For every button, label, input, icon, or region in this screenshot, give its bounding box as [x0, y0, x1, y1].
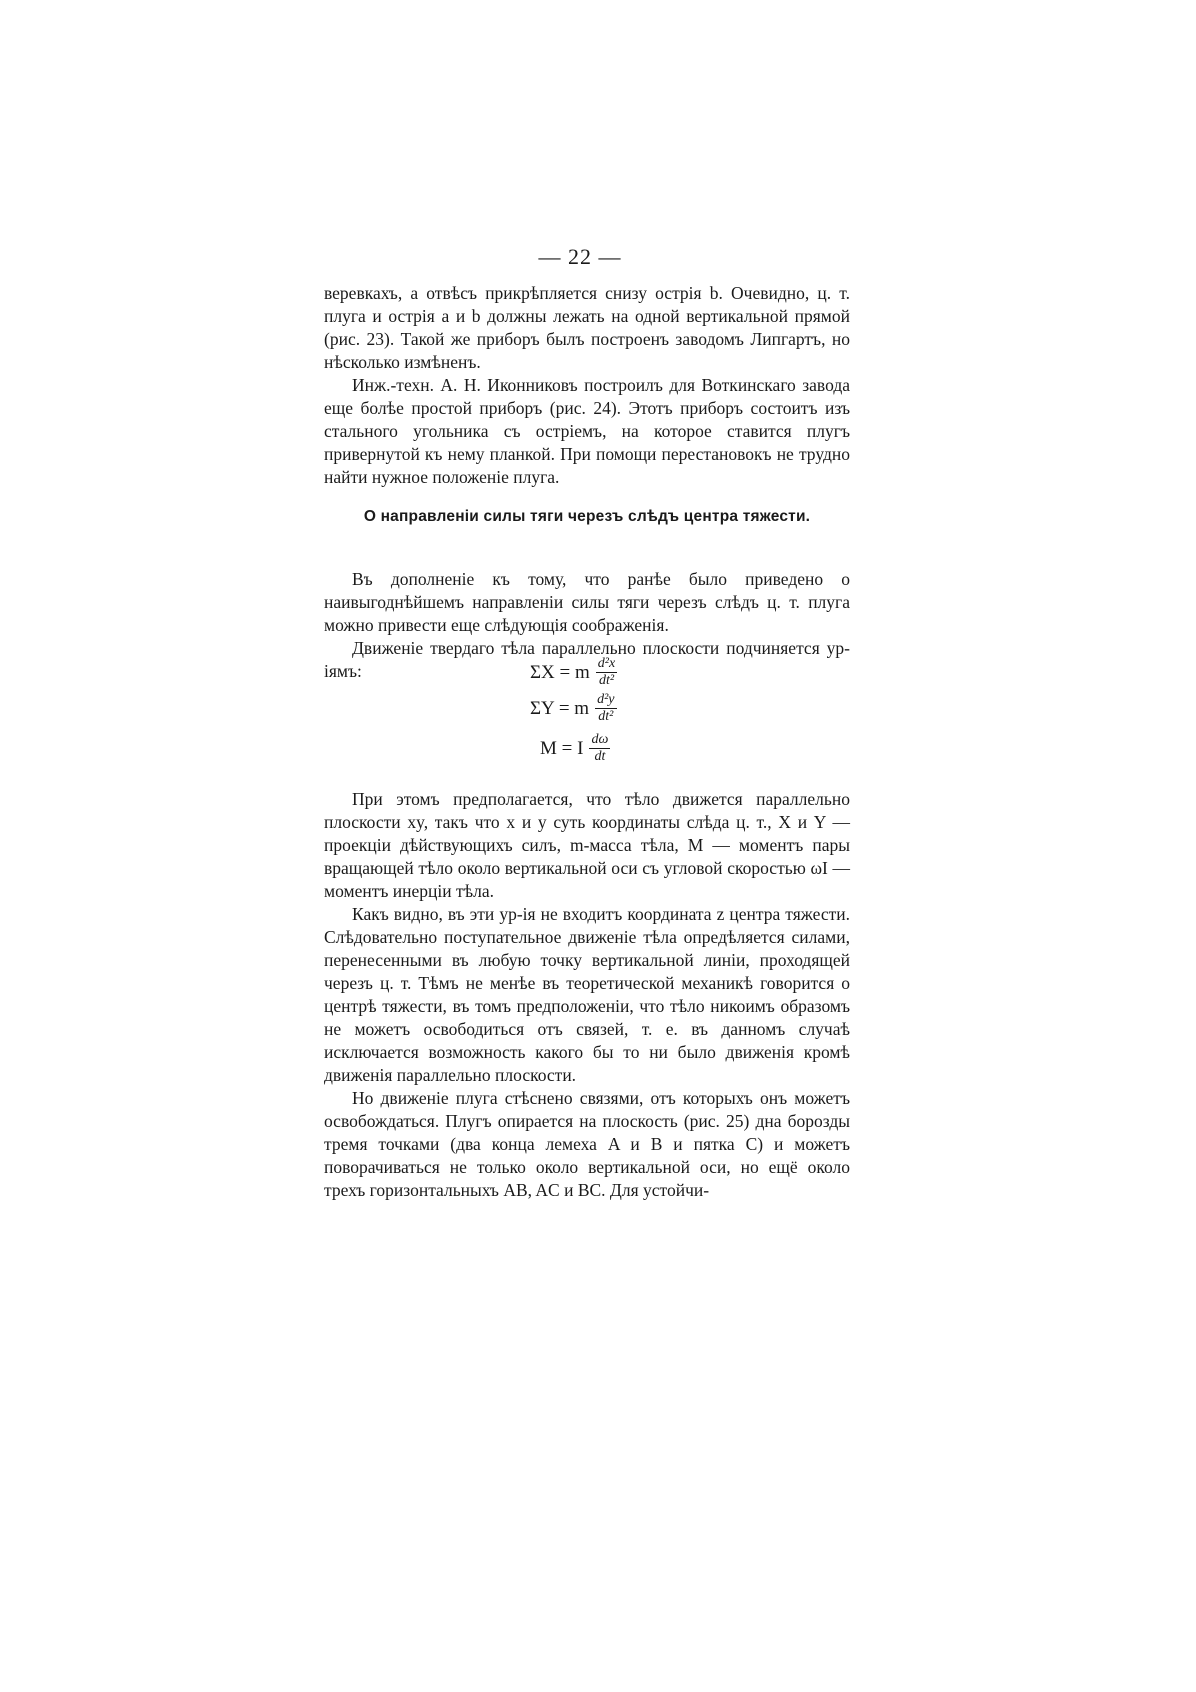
equation-lhs: ΣY = m: [530, 697, 590, 719]
fraction-denominator: dt²: [598, 709, 614, 724]
paragraph: Движеніе твердаго тѣла параллельно плоскости подчиняется ур-іямъ:: [324, 638, 850, 681]
paragraph: При этомъ предполагается, что тѣло движется параллельно плоскости xy, такъ что x и y суть координаты слѣда ц. т., X и Y — проекціи дѣйствующихъ силъ, m-масса тѣла, M — моментъ пары вращающей тѣло около вертикальной оси съ угловой скоростью ωI — моментъ инерціи тѣла.: [324, 789, 850, 901]
fraction-denominator: dt²: [598, 673, 615, 688]
equation-lhs: ΣX = m: [530, 661, 590, 683]
paragraph: Но движеніе плуга стѣснено связями, отъ которыхъ онъ можетъ освобождаться. Плугъ опирается на плоскость (рис. 25) дна борозды тремя точками (два конца лемеха A и B и пятка C) и можетъ поворачиваться не только около вертикальной оси, но ещё около трехъ горизонтальныхъ AB, AC и BC. Для устойчи-: [324, 1088, 850, 1200]
section-heading: О направленіи силы тяги черезъ слѣдъ центра тяжести.: [363, 508, 811, 525]
fraction-numerator: d²y: [597, 692, 615, 707]
equation-lhs: M = I: [540, 737, 584, 759]
equation-fraction: [589, 732, 610, 765]
paragraph: Въ дополненіе къ тому, что ранѣе было приведено о наивыгоднѣйшемъ направленіи силы тяги черезъ слѣдъ ц. т. плуга можно привести еще слѣдующія соображенія.: [324, 569, 850, 635]
equation-fraction: [595, 692, 616, 725]
page-number: — 22 —: [538, 244, 622, 269]
equation-moment: [540, 732, 610, 765]
text-block-bottom: [324, 788, 850, 1202]
equation-fraction: [596, 656, 617, 689]
fraction-numerator: dω: [591, 732, 609, 747]
fraction-numerator: d²x: [597, 656, 616, 671]
paragraph: Какъ видно, въ эти ур-ія не входитъ координата z центра тяжести. Слѣдовательно поступательное движеніе тѣла опредѣляется силами, перенесенными въ любую точку вертикальной линіи, проходящей черезъ ц. т. Тѣмъ не менѣе въ теоретической механикѣ говорится о центрѣ тяжести, въ томъ предположеніи, что тѣло никоимъ образомъ не можетъ освободиться отъ связей, т. е. въ данномъ случаѣ исключается возможность какого бы то ни было движенія кромѣ движенія параллельно плоскости.: [324, 904, 850, 1085]
equation-y: [530, 692, 617, 725]
text-block-top: [324, 282, 850, 489]
paragraph: веревкахъ, а отвѣсъ прикрѣпляется снизу острія b. Очевидно, ц. т. плуга и острія a и b должны лежать на одной вертикальной прямой (рис. 23). Такой же приборъ былъ построенъ заводомъ Липгартъ, но нѣсколько измѣненъ.: [324, 283, 850, 372]
paragraph: Инж.-техн. А. Н. Иконниковъ построилъ для Воткинскаго завода еще болѣе простой приборъ (рис. 24). Этотъ приборъ состоитъ изъ стального угольника съ остріемъ, на которое ставится плугъ привернутой къ нему планкой. При помощи перестановокъ не трудно найти нужное положеніе плуга.: [324, 375, 850, 487]
fraction-denominator: dt: [594, 749, 606, 764]
equation-x: [530, 656, 617, 689]
